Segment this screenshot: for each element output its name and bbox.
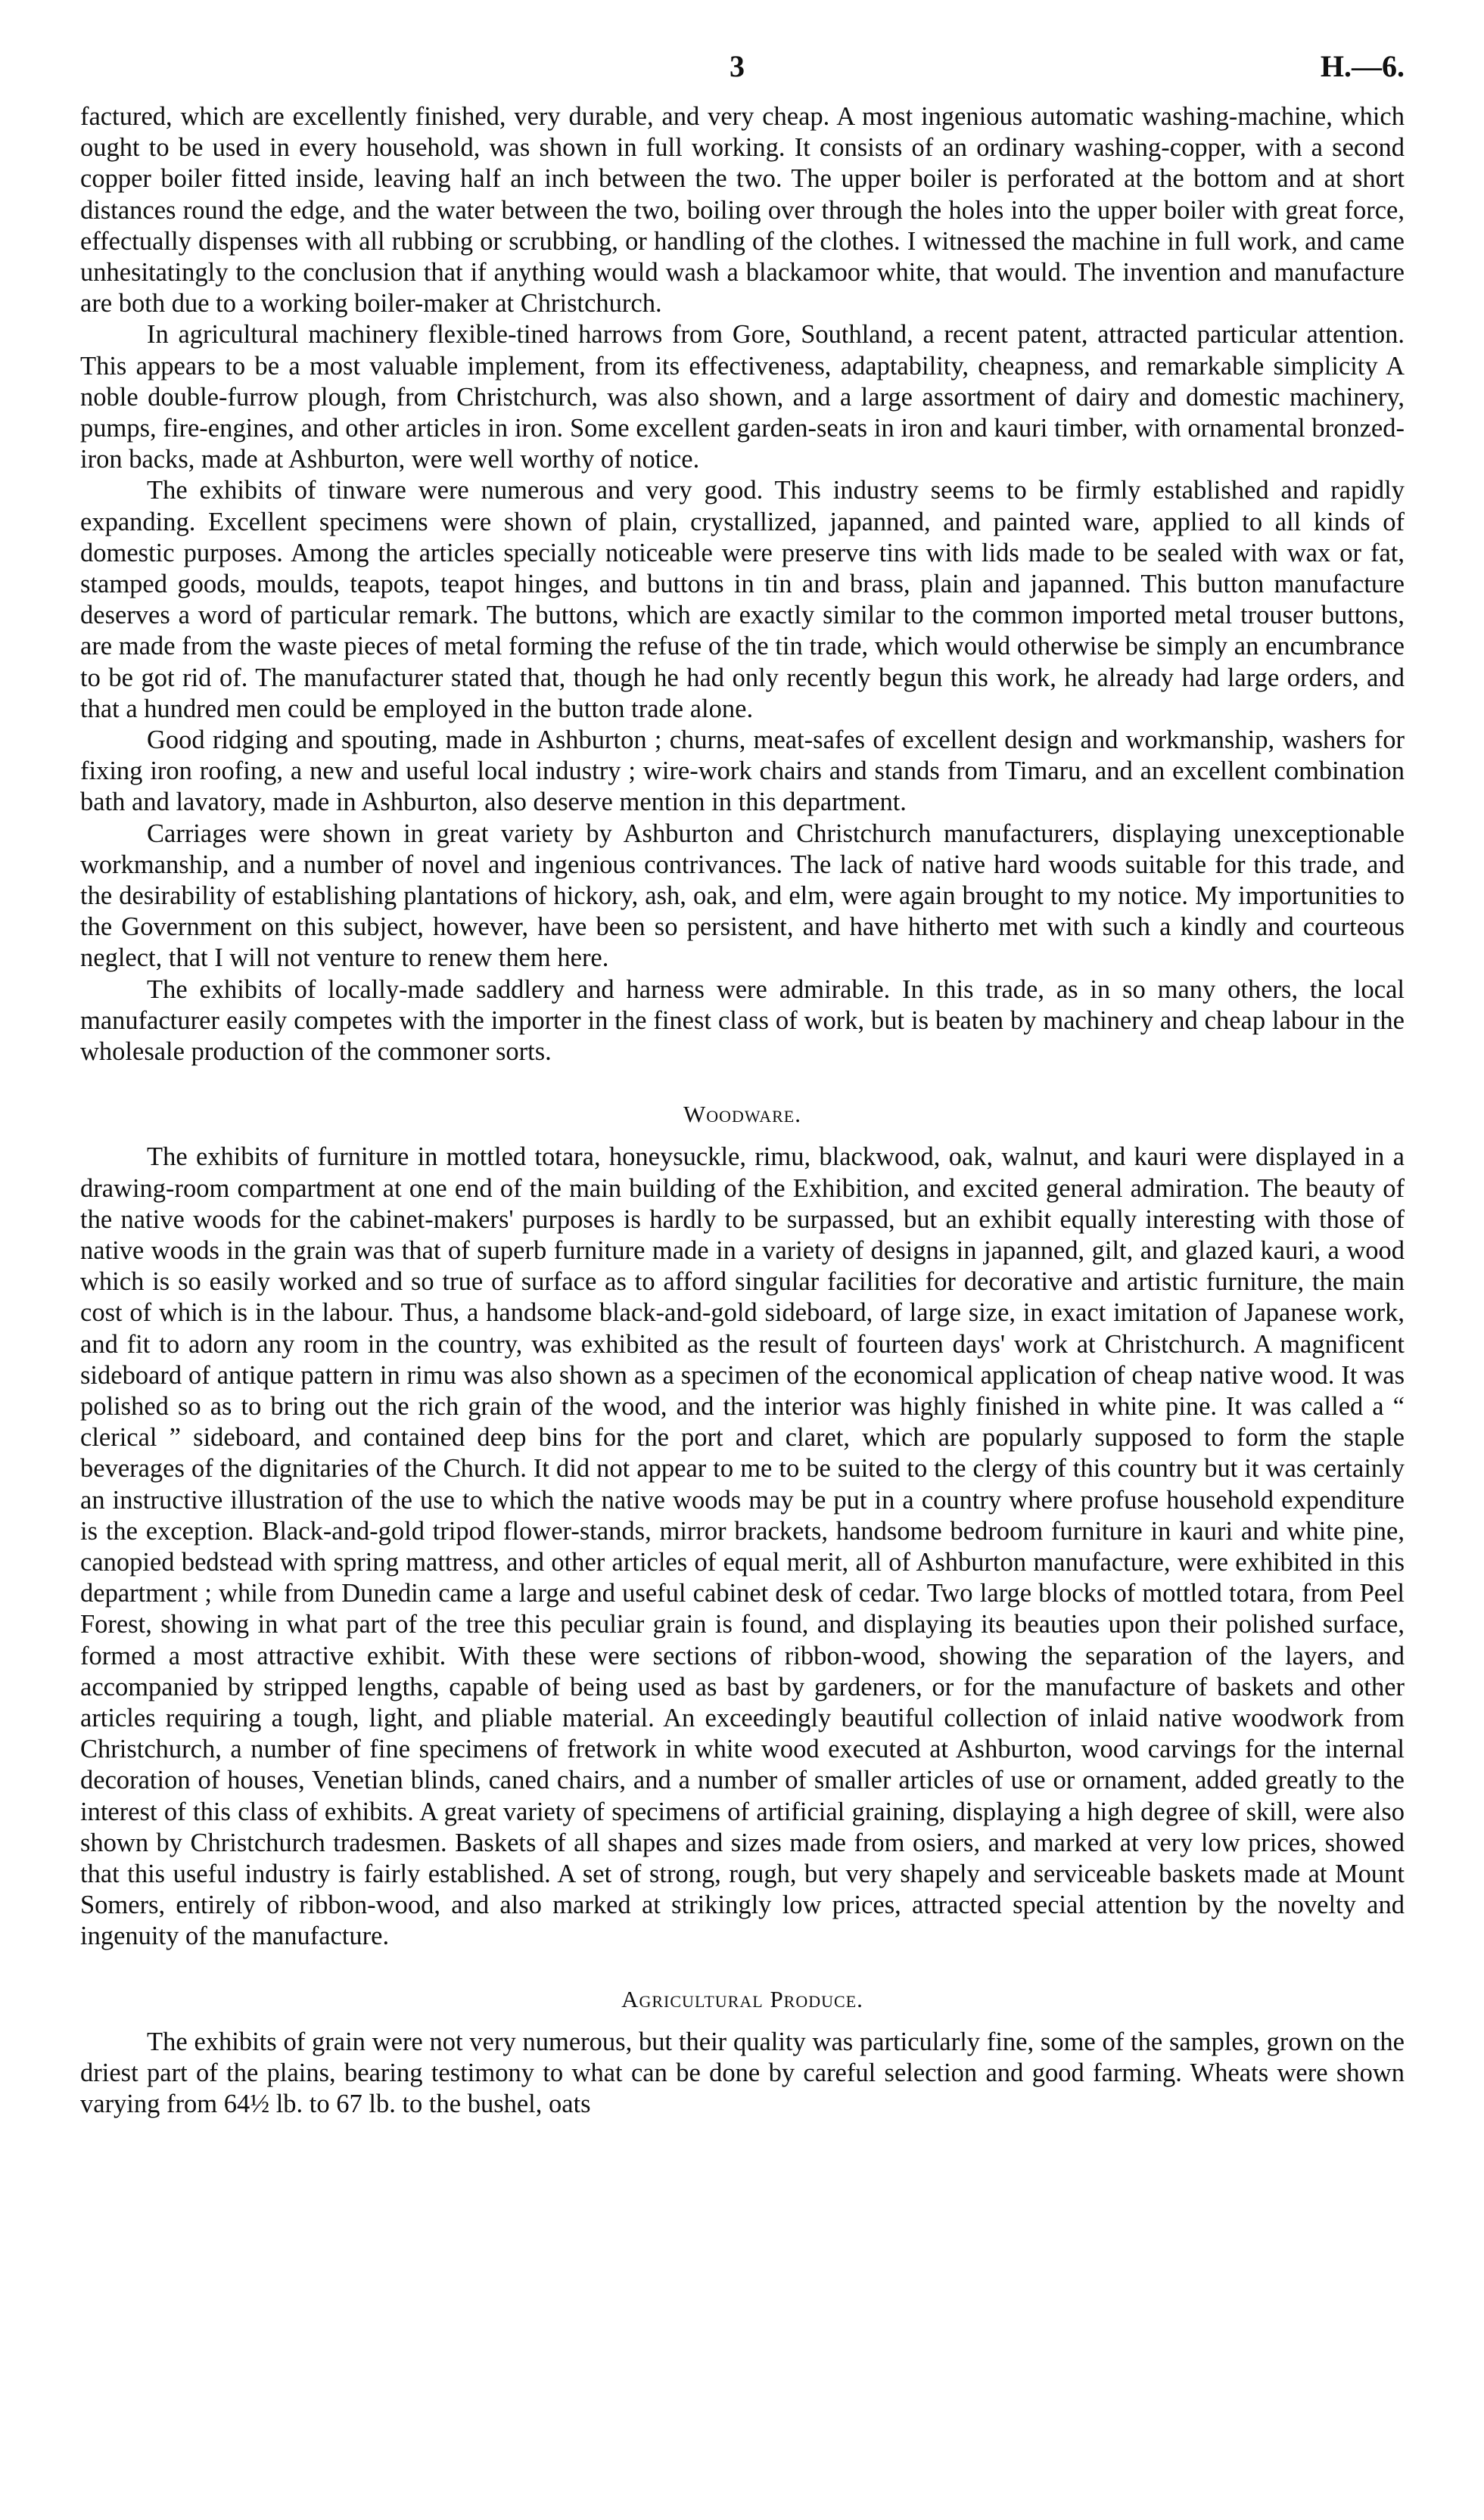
- intro-section: [80, 101, 1405, 1067]
- woodware-section: [80, 1101, 1405, 1952]
- section-heading-agricultural-produce: Agricultural Produce.: [621, 1985, 863, 2012]
- paragraph-ridging-spouting: Good ridging and spouting, made in Ashburton ; churns, meat-safes of excellent design and workmanship, washers for fixing iron roofing, a new and useful local industry ; wire-work chairs and stands from Timaru, and an excellent combination bath and lavatory, made in Ashburton, also deserve mention in this department.: [80, 726, 1405, 817]
- paragraph-saddlery: The exhibits of locally-made saddlery and harness were admirable. In this trade, as in so many others, the local manufacturer easily competes with the importer in the finest class of work, but is beaten by machinery and cheap labour in the wholesale production of the commoner sorts.: [80, 974, 1405, 1067]
- document-reference: H.—6.: [1320, 49, 1405, 83]
- paragraph-woodware: The exhibits of furniture in mottled totara, honeysuckle, rimu, blackwood, oak, walnut, and kauri were displayed in a drawing-room compartment at one end of the main building of the Exhibition, and excited general admiration. The beauty of the native woods for the cabinet-makers' purposes is hardly to be surpassed, but an exhibit equally interesting with those of native woods in the grain was that of superb furniture made in a variety of designs in japanned, gilt, and glazed kauri, a wood which is so easily worked and so true of surface as to afford singular facilities for decorative and artistic furniture, the main cost of which is in the labour. Thus, a handsome black-and-gold sideboard, of large size, in exact imitation of Japanese work, and fit to adorn any room in the country, was exhibited as the result of fourteen days' work at Christchurch. A magnificent sideboard of antique pattern in rimu was also shown as a specimen of the economical application of cheap native wood. It was polished so as to bring out the rich grain of the wood, and the interior was highly finished in white pine. It was called a “ clerical ” sideboard, and contained deep bins for the port and claret, which are popularly supposed to form the staple beverages of the dignitaries of the Church. It did not appear to me to be suited to the clergy of this country but it was certainly an instructive illustration of the use to which the native woods may be put in a country where profuse household expenditure is the exception. Black-and-gold tripod flower-stands, mirror brackets, handsome bedroom furniture in kauri and white pine, canopied bedstead with spring mattress, and other articles of equal merit, all of Ashburton manufacture, were exhibited in this department ; while from Dunedin came a large and useful cabinet desk of cedar. Two large blocks of mottled totara, from Peel Forest, showing in what part of the tree this peculiar grain is found, and displaying its beauties upon their polished surface, formed a most attractive exhibit. With these were sections of ribbon-wood, showing the separation of the layers, and accompanied by stripped lengths, capable of being used as bast by gardeners, or for the manufacture of baskets and other articles requiring a tough, light, and pliable material. An exceedingly beautiful collection of inlaid native woodwork from Christchurch, a number of fine specimens of fretwork in white wood executed at Ashburton, wood carvings for the internal decoration of houses, Venetian blinds, caned chairs, and a number of smaller articles of use or ornament, added greatly to the interest of this class of exhibits. A great variety of specimens of artificial graining, displaying a high degree of skill, were also shown by Christchurch tradesmen. Baskets of all shapes and sizes made from osiers, and marked at very low prices, showed that this useful industry is fairly established. A set of strong, rough, but very shapely and serviceable baskets made at Mount Somers, entirely of ribbon-wood, and also marked at strikingly low prices, attracted special attention by the novelty and ingenuity of the manufacture.: [80, 1142, 1405, 1951]
- document-page: [80, 48, 1405, 2120]
- agricultural-produce-section: [80, 1986, 1405, 2121]
- page-number: 3: [730, 49, 745, 83]
- page-header: [80, 48, 1405, 101]
- paragraph-carriages: Carriages were shown in great variety by Ashburton and Christchurch manufacturers, displaying unexceptionable workmanship, and a number of novel and ingenious contrivances. The lack of native hard woods suitable for this trade, and the desirability of establishing plantations of hickory, ash, oak, and elm, were again brought to my notice. My importunities to the Government on this subject, however, have been so persistent, and have hitherto met with such a kindly and courteous neglect, that I will not venture to renew them here.: [80, 819, 1405, 973]
- paragraph-grain: The exhibits of grain were not very numerous, but their quality was particularly fine, some of the samples, grown on the driest part of the plains, bearing testimony to what can be done by careful selection and good farming. Wheats were shown varying from 64½ lb. to 67 lb. to the bushel, oats: [80, 2027, 1405, 2118]
- section-heading-woodware: Woodware.: [683, 1101, 801, 1128]
- paragraph-agricultural-machinery: In agricultural machinery flexible-tined harrows from Gore, Southland, a recent patent, attracted particular attention. This appears to be a most valuable implement, from its effectiveness, adaptability, cheapness, and remarkable simplicity A noble double-furrow plough, from Christchurch, was also shown, and a large assortment of dairy and domestic machinery, pumps, fire-engines, and other articles in iron. Some excellent garden-seats in iron and kauri timber, with ornamental bronzed-iron backs, made at Ashburton, were well worthy of notice.: [80, 320, 1405, 474]
- paragraph-washing-machine: factured, which are excellently finished, very durable, and very cheap. A most ingenious automatic washing-machine, which ought to be used in every household, was shown in full working. It consists of an ordinary washing-copper, with a second copper boiler fitted inside, leaving half an inch between the two. The upper boiler is perforated at the bottom and at short distances round the edge, and the water between the two, boiling over through the holes into the upper boiler with great force, effectually dispenses with all rubbing or scrubbing, or handling of the clothes. I witnessed the machine in full work, and came unhesitatingly to the conclusion that if anything would wash a blackamoor white, that would. The invention and manufacture are both due to a working boiler-maker at Christchurch.: [80, 102, 1405, 318]
- paragraph-tinware: The exhibits of tinware were numerous and very good. This industry seems to be firmly established and rapidly expanding. Excellent specimens were shown of plain, crystallized, japanned, and painted ware, applied to all kinds of domestic purposes. Among the articles specially noticeable were preserve tins with lids made to be sealed with wax or fat, stamped goods, moulds, teapots, teapot hinges, and buttons in tin and brass, plain and japanned. This button manufacture deserves a word of particular remark. The buttons, which are exactly similar to the common imported metal trouser buttons, are made from the waste pieces of metal forming the refuse of the tin trade, which would otherwise be simply an encumbrance to be got rid of. The manufacturer stated that, though he had only recently begun this work, he already had large orders, and that a hundred men could be employed in the button trade alone.: [80, 476, 1405, 723]
